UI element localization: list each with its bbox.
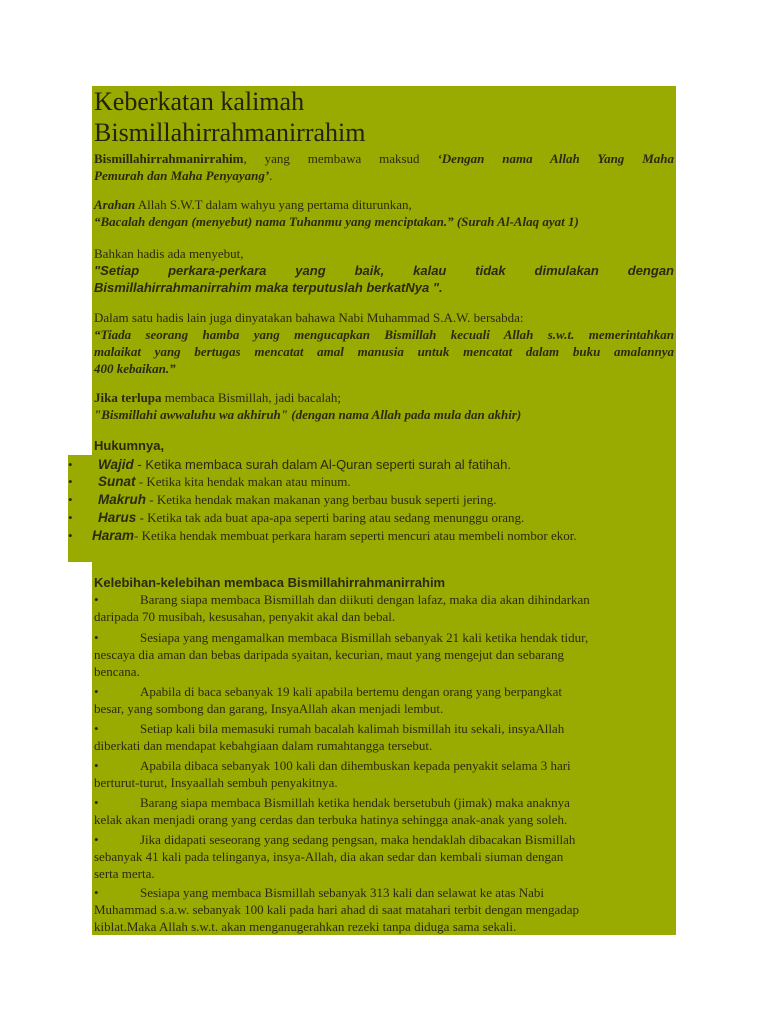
kelebihan-line: kelak akan menjadi orang yang cerdas dan terbuka hatinya sehingga anak-anak yang soleh.	[94, 812, 568, 827]
terlupa-bold: Jika terlupa	[94, 390, 162, 405]
kelebihan-line: daripada 70 musibah, kesusahan, penyakit akal dan bebal.	[94, 609, 396, 624]
kelebihan-line: bencana.	[94, 664, 140, 679]
kelebihan-item	[94, 757, 674, 791]
kelebihan-line: berturut-turut, Insyaallah sembuh penyakitnya.	[94, 775, 338, 790]
bullet-icon: •	[94, 721, 99, 736]
hukum-term: Harus	[98, 510, 137, 525]
hukum-term: Sunat	[98, 474, 136, 489]
title-line-2: Bismillahirrahmanirrahim	[94, 118, 366, 147]
kelebihan-line: nescaya dia aman dan bebas daripada syaitan, kecurian, maut yang mengejut dan sebarang	[94, 647, 564, 662]
arahan-paragraph	[94, 196, 674, 230]
hukum-heading: Hukumnya,	[94, 438, 165, 453]
kelebihan-line: Barang siapa membaca Bismillah ketika hendak bersetubuh (jimak) maka anaknya	[140, 795, 570, 810]
kelebihan-item	[94, 884, 674, 935]
kelebihan-item	[94, 831, 674, 882]
arahan-quote: “Bacalah dengan (menyebut) nama Tuhanmu yang menciptakan.” (Surah Al-Alaq ayat 1)	[94, 214, 579, 229]
page-title	[94, 86, 674, 148]
bullet-icon: •	[94, 758, 99, 773]
kelebihan-item	[94, 794, 674, 828]
kelebihan-item	[94, 683, 674, 717]
intro-quote-line-1: ‘Dengan nama Allah Yang Maha	[437, 151, 674, 166]
bullet-icon: •	[68, 492, 73, 507]
kelebihan-line: serta merta.	[94, 866, 155, 881]
bullet-icon: •	[94, 684, 99, 699]
hukum-term: Wajid	[98, 457, 134, 472]
kelebihan-line: Barang siapa membaca Bismillah dan diikuti dengan lafaz, maka dia akan dihindarkan	[140, 592, 590, 607]
bullet-icon: •	[94, 832, 99, 847]
bullet-icon: •	[94, 630, 99, 645]
hukum-term: Makruh	[98, 492, 147, 507]
kelebihan-line: Sesiapa yang mengamalkan membaca Bismillah sebanyak 21 kali ketika hendak tidur,	[140, 630, 589, 645]
bullet-icon: •	[94, 592, 99, 607]
kelebihan-item	[94, 629, 674, 680]
kelebihan-line: besar, yang sombong dan garang, InsyaAllah akan menjadi lembut.	[94, 701, 444, 716]
hadis-2-quote-line-1: “Tiada seorang hamba yang mengucapkan Bismillah kecuali Allah s.w.t. memerintahkan	[94, 327, 674, 342]
intro-bold: Bismillahirrahmanirrahim	[94, 151, 244, 166]
hukum-desc: - Ketika kita hendak makan atau minum.	[135, 474, 351, 489]
intro-quote-line-2: Pemurah dan Maha Penyayang’	[94, 168, 270, 183]
bullet-icon: •	[68, 457, 73, 472]
bullet-icon: •	[68, 510, 73, 525]
arahan-bold: Arahan	[94, 197, 136, 212]
intro-paragraph: Bismillahirrahmanirrahim, yang membawa maksud ‘Dengan nama Allah Yang Maha Pemurah dan Maha Penyayang’.	[94, 151, 674, 183]
kelebihan-line: Sesiapa yang membaca Bismillah sebanyak 313 kali dan selawat ke atas Nabi	[140, 885, 544, 900]
hadis-1-quote-line-2: Bismillahirrahmanirrahim maka terputuslah berkatNya ".	[94, 280, 443, 295]
kelebihan-line: Apabila di baca sebanyak 19 kali apabila bertemu dengan orang yang berpangkat	[140, 684, 562, 699]
hadis-1-text: Bahkan hadis ada menyebut,	[94, 246, 244, 261]
hukum-desc: - Ketika hendak makan makanan yang berbau busuk seperti jering.	[146, 492, 497, 507]
hukum-desc: - Ketika membaca surah dalam Al-Quran seperti surah al fatihah.	[133, 457, 511, 472]
kelebihan-line: Jika didapati seseorang yang sedang pengsan, maka hendaklah dibacakan Bismillah	[140, 832, 576, 847]
title-line-1: Keberkatan kalimah	[94, 87, 305, 116]
kelebihan-line: diberkati dan mendapat kebahgiaan dalam rumahtangga tersebut.	[94, 738, 433, 753]
bullet-icon: •	[94, 795, 99, 810]
hadis-1-paragraph	[94, 245, 674, 296]
terlupa-paragraph	[94, 389, 674, 423]
kelebihan-line: Apabila dibaca sebanyak 100 kali dan dihembuskan kepada penyakit selama 3 hari	[140, 758, 571, 773]
hadis-1-quote-line-1: "Setiap perkara-perkara yang baik, kalau tidak dimulakan dengan	[94, 263, 674, 278]
arahan-text: Allah S.W.T dalam wahyu yang pertama diturunkan,	[135, 197, 412, 212]
kelebihan-item	[94, 591, 674, 625]
hadis-2-paragraph	[94, 309, 674, 377]
kelebihan-line: sebanyak 41 kali pada telinganya, insya-Allah, dia akan sedar dan kembali siuman dengan	[94, 849, 564, 864]
terlupa-quote: "Bismillahi awwaluhu wa akhiruh" (dengan nama Allah pada mula dan akhir)	[94, 407, 522, 422]
bullet-icon: •	[94, 885, 99, 900]
intro-text: , yang membawa maksud	[243, 151, 438, 166]
bullet-icon: •	[68, 474, 73, 489]
kelebihan-heading: Kelebihan-kelebihan membaca Bismillahirrahmanirrahim	[94, 575, 446, 590]
hukum-term: Haram	[92, 528, 135, 543]
kelebihan-line: Setiap kali bila memasuki rumah bacalah kalimah bismillah itu sekali, insyaAllah	[140, 721, 565, 736]
hadis-2-quote-line-3: 400 kebaikan.”	[94, 361, 176, 376]
kelebihan-line: Muhammad s.a.w. sebanyak 100 kali pada hari ahad di saat matahari terbit dengan mengadap	[94, 902, 580, 917]
kelebihan-item	[94, 720, 674, 754]
hukum-desc: - Ketika hendak membuat perkara haram seperti mencuri atau membeli nombor ekor.	[134, 528, 577, 543]
hadis-2-text: Dalam satu hadis lain juga dinyatakan bahawa Nabi Muhammad S.A.W. bersabda:	[94, 310, 524, 325]
hadis-2-quote-line-2: malaikat yang bertugas mencatat amal manusia untuk mencatat dalam buku amalannya	[94, 344, 674, 359]
kelebihan-line: kiblat.Maka Allah s.w.t. akan menganugerahkan rezeki tanpa diduga sama sekali.	[94, 919, 517, 934]
terlupa-text: membaca Bismillah, jadi bacalah;	[161, 390, 341, 405]
hukum-desc: - Ketika tak ada buat apa-apa seperti baring atau sedang menunggu orang.	[136, 510, 525, 525]
bullet-icon: •	[68, 528, 73, 543]
